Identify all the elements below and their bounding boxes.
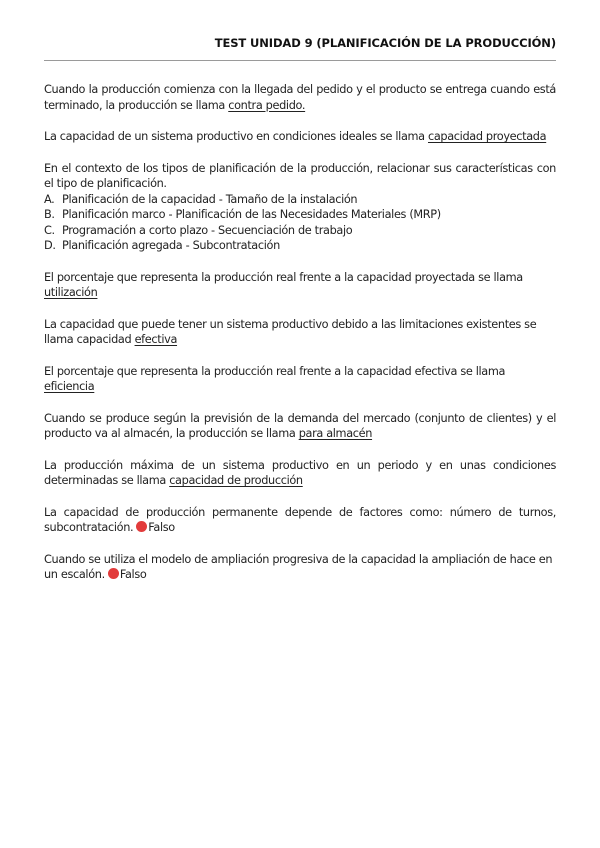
answer-text: efectiva [134, 333, 178, 346]
option-letter: A. [44, 192, 55, 206]
list-item [44, 207, 556, 223]
question-text: Cuando la producción comienza con la llegada del pedido y el producto se entrega cuando está terminado, la producción se llama [44, 83, 556, 112]
option-text: Planificación agregada - Subcontratación [62, 239, 280, 252]
answer-text: capacidad proyectada [427, 130, 547, 143]
answer-text: Falso [119, 568, 147, 581]
option-letter: C. [44, 223, 55, 237]
page-title: TEST UNIDAD 9 (PLANIFICACIÓN DE LA PRODUCCIÓN) [214, 36, 556, 50]
question-2 [44, 129, 556, 145]
option-text: Planificación marco - Planificación de las Necesidades Materiales (MRP) [62, 208, 441, 221]
question-text: La capacidad de un sistema productivo en condiciones ideales se llama [44, 130, 428, 143]
question-text: La producción máxima de un sistema productivo en un periodo y en unas condiciones determinadas se llama [44, 458, 556, 487]
question-4 [44, 270, 556, 301]
option-letter: B. [44, 208, 55, 221]
question-8 [44, 458, 556, 489]
answer-text: para almacén [298, 427, 373, 440]
question-7 [44, 411, 556, 442]
question-text: El porcentaje que representa la producción real frente a la capacidad proyectada se llama [44, 270, 523, 284]
question-10 [44, 552, 556, 583]
questions-list [44, 82, 556, 599]
question-3 [44, 161, 556, 254]
answer-text: capacidad de producción [169, 474, 303, 487]
question-text: Cuando se utiliza el modelo de ampliación progresiva de la capacidad la ampliación de hace en un escalón. [44, 552, 553, 581]
red-circle-icon [136, 521, 147, 532]
answer-text: contra pedido. [228, 98, 306, 112]
question-text: El porcentaje que representa la producción real frente a la capacidad efectiva se llama [44, 364, 506, 378]
question-6 [44, 364, 556, 395]
list-item [44, 223, 556, 239]
list-item [44, 192, 556, 208]
answer-text: utilización [44, 286, 98, 299]
matching-options [44, 192, 556, 254]
option-text: Planificación de la capacidad - Tamaño de la instalación [62, 192, 358, 206]
question-1 [44, 82, 556, 113]
answer-text: eficiencia [44, 380, 95, 393]
option-letter: D. [44, 239, 56, 252]
question-text: Cuando se produce según la previsión de la demanda del mercado (conjunto de clientes) y el producto va al almacén, la producción se llama [44, 411, 556, 440]
question-text: La capacidad de producción permanente depende de factores como: número de turnos, subcontratación. [44, 505, 556, 534]
option-text: Programación a corto plazo - Secuenciación de trabajo [62, 223, 353, 237]
red-circle-icon [108, 568, 119, 579]
question-9 [44, 505, 556, 536]
header-divider [44, 60, 556, 61]
answer-text: Falso [148, 521, 175, 534]
question-text: La capacidad que puede tener un sistema productivo debido a las limitaciones existentes se llama capacidad [44, 317, 537, 346]
question-text: En el contexto de los tipos de planificación de la producción, relacionar sus características con el tipo de planificación. [44, 161, 556, 190]
list-item [44, 238, 556, 254]
question-5 [44, 317, 556, 348]
